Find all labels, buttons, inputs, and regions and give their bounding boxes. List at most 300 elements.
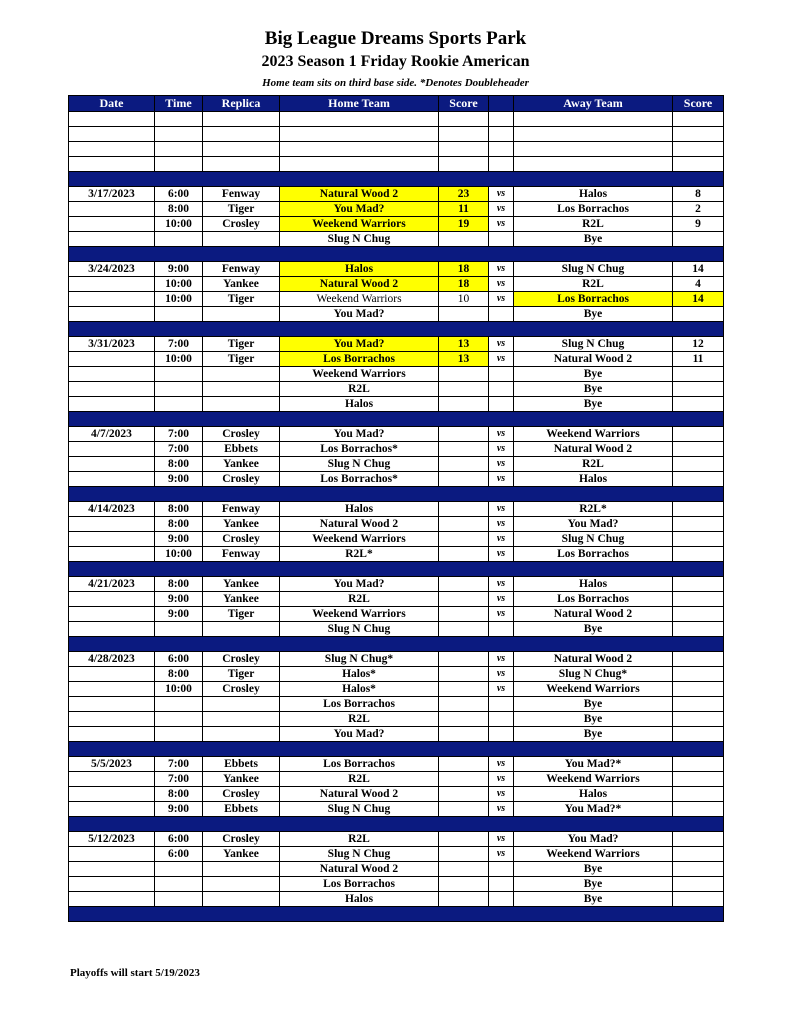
time-cell [155, 892, 203, 907]
time-cell [155, 307, 203, 322]
replica-cell: Fenway [203, 187, 280, 202]
home-score-cell [439, 112, 489, 127]
date-cell: 4/7/2023 [69, 427, 155, 442]
home-team-cell [280, 142, 439, 157]
away-team-cell: Halos [514, 187, 673, 202]
home-team-cell: Los Borrachos [280, 757, 439, 772]
replica-cell: Yankee [203, 277, 280, 292]
separator-cell [69, 817, 724, 832]
away-team-cell: R2L [514, 277, 673, 292]
away-score-cell [673, 577, 724, 592]
game-row [69, 652, 724, 667]
home-team-cell: R2L [280, 382, 439, 397]
home-team-cell: Slug N Chug [280, 622, 439, 637]
vs-cell [489, 712, 514, 727]
game-row [69, 847, 724, 862]
date-cell: 4/21/2023 [69, 577, 155, 592]
away-team-cell: Bye [514, 697, 673, 712]
home-team-cell: Los Borrachos [280, 697, 439, 712]
home-team-cell: Halos [280, 397, 439, 412]
home-team-cell: Los Borrachos [280, 352, 439, 367]
home-score-cell: 18 [439, 262, 489, 277]
away-team-cell: Natural Wood 2 [514, 442, 673, 457]
date-cell [69, 667, 155, 682]
date-cell: 5/12/2023 [69, 832, 155, 847]
game-row [69, 382, 724, 397]
home-score-cell [439, 502, 489, 517]
away-team-cell [514, 157, 673, 172]
away-team-cell: Natural Wood 2 [514, 652, 673, 667]
time-cell: 7:00 [155, 772, 203, 787]
vs-cell: vs [489, 757, 514, 772]
game-row [69, 892, 724, 907]
game-row [69, 457, 724, 472]
replica-cell: Tiger [203, 202, 280, 217]
home-score-cell [439, 652, 489, 667]
time-cell: 10:00 [155, 277, 203, 292]
replica-cell [203, 397, 280, 412]
away-score-cell [673, 712, 724, 727]
week-separator-row [69, 562, 724, 577]
game-row [69, 622, 724, 637]
away-team-cell: Slug N Chug* [514, 667, 673, 682]
vs-cell [489, 697, 514, 712]
vs-cell [489, 232, 514, 247]
game-row [69, 727, 724, 742]
date-cell [69, 472, 155, 487]
game-row [69, 337, 724, 352]
home-team-cell: Slug N Chug [280, 457, 439, 472]
date-cell [69, 547, 155, 562]
date-cell [69, 367, 155, 382]
away-score-cell [673, 802, 724, 817]
col-header-replica: Replica [203, 96, 280, 112]
date-cell [69, 232, 155, 247]
replica-cell [203, 307, 280, 322]
replica-cell [203, 157, 280, 172]
replica-cell: Tiger [203, 667, 280, 682]
home-team-cell: Slug N Chug [280, 802, 439, 817]
vs-cell: vs [489, 667, 514, 682]
home-team-cell: R2L [280, 772, 439, 787]
replica-cell: Yankee [203, 772, 280, 787]
schedule-body [69, 112, 724, 922]
home-team-cell: Slug N Chug [280, 847, 439, 862]
away-score-cell [673, 532, 724, 547]
date-cell: 4/28/2023 [69, 652, 155, 667]
away-team-cell: Slug N Chug [514, 337, 673, 352]
date-cell [69, 532, 155, 547]
away-score-cell: 14 [673, 292, 724, 307]
away-team-cell: Bye [514, 877, 673, 892]
away-score-cell [673, 772, 724, 787]
replica-cell [203, 727, 280, 742]
home-score-cell [439, 157, 489, 172]
away-team-cell [514, 127, 673, 142]
game-row [69, 217, 724, 232]
time-cell: 7:00 [155, 337, 203, 352]
home-score-cell: 13 [439, 337, 489, 352]
game-row [69, 547, 724, 562]
away-team-cell: Bye [514, 382, 673, 397]
away-score-cell [673, 832, 724, 847]
replica-cell: Yankee [203, 847, 280, 862]
home-team-cell: You Mad? [280, 727, 439, 742]
time-cell: 8:00 [155, 787, 203, 802]
away-team-cell: Halos [514, 787, 673, 802]
replica-cell [203, 622, 280, 637]
away-team-cell: Weekend Warriors [514, 847, 673, 862]
away-score-cell [673, 472, 724, 487]
home-team-cell [280, 157, 439, 172]
time-cell [155, 862, 203, 877]
date-cell [69, 112, 155, 127]
week-separator-row [69, 817, 724, 832]
vs-cell: vs [489, 547, 514, 562]
away-team-cell: Halos [514, 577, 673, 592]
vs-cell [489, 142, 514, 157]
away-team-cell: Bye [514, 892, 673, 907]
away-team-cell: You Mad?* [514, 757, 673, 772]
date-cell: 3/17/2023 [69, 187, 155, 202]
home-score-cell: 11 [439, 202, 489, 217]
home-score-cell [439, 427, 489, 442]
blank-row [69, 142, 724, 157]
home-score-cell [439, 682, 489, 697]
date-cell [69, 457, 155, 472]
replica-cell [203, 127, 280, 142]
home-team-cell: Halos* [280, 667, 439, 682]
game-row [69, 577, 724, 592]
game-row [69, 187, 724, 202]
home-team-cell: Natural Wood 2 [280, 187, 439, 202]
time-cell [155, 142, 203, 157]
away-team-cell: R2L [514, 457, 673, 472]
away-team-cell: Los Borrachos [514, 202, 673, 217]
time-cell [155, 622, 203, 637]
time-cell: 6:00 [155, 847, 203, 862]
vs-cell: vs [489, 802, 514, 817]
game-row [69, 592, 724, 607]
date-cell [69, 157, 155, 172]
home-score-cell [439, 307, 489, 322]
time-cell: 9:00 [155, 472, 203, 487]
home-score-cell: 10 [439, 292, 489, 307]
away-team-cell: Bye [514, 862, 673, 877]
home-score-cell [439, 232, 489, 247]
home-score-cell [439, 622, 489, 637]
replica-cell: Yankee [203, 457, 280, 472]
vs-cell [489, 727, 514, 742]
replica-cell: Tiger [203, 292, 280, 307]
vs-cell: vs [489, 262, 514, 277]
home-team-cell: You Mad? [280, 307, 439, 322]
vs-cell: vs [489, 352, 514, 367]
vs-cell [489, 397, 514, 412]
home-team-cell: Weekend Warriors [280, 217, 439, 232]
replica-cell: Crosley [203, 532, 280, 547]
away-team-cell: Bye [514, 727, 673, 742]
date-cell [69, 727, 155, 742]
page-note: Home team sits on third base side. *Denotes Doubleheader [262, 77, 529, 89]
home-team-cell: Slug N Chug* [280, 652, 439, 667]
home-team-cell: Weekend Warriors [280, 607, 439, 622]
away-score-cell [673, 127, 724, 142]
away-score-cell [673, 667, 724, 682]
home-team-cell: You Mad? [280, 577, 439, 592]
home-score-cell [439, 142, 489, 157]
replica-cell: Crosley [203, 652, 280, 667]
vs-cell: vs [489, 772, 514, 787]
date-cell [69, 352, 155, 367]
replica-cell [203, 367, 280, 382]
col-header-away-team: Away Team [514, 96, 673, 112]
home-team-cell: Los Borrachos* [280, 472, 439, 487]
date-cell [69, 442, 155, 457]
schedule-table [68, 95, 724, 922]
time-cell: 9:00 [155, 592, 203, 607]
away-team-cell: Bye [514, 307, 673, 322]
col-header-home-score: Score [439, 96, 489, 112]
home-score-cell [439, 547, 489, 562]
home-team-cell: Natural Wood 2 [280, 517, 439, 532]
game-row [69, 262, 724, 277]
away-team-cell: Bye [514, 397, 673, 412]
time-cell [155, 727, 203, 742]
week-separator-row [69, 172, 724, 187]
separator-cell [69, 172, 724, 187]
home-team-cell: You Mad? [280, 202, 439, 217]
away-score-cell [673, 652, 724, 667]
away-score-cell [673, 442, 724, 457]
vs-cell [489, 892, 514, 907]
replica-cell [203, 142, 280, 157]
home-score-cell [439, 442, 489, 457]
home-score-cell [439, 892, 489, 907]
home-score-cell [439, 517, 489, 532]
game-row [69, 292, 724, 307]
date-cell [69, 202, 155, 217]
home-score-cell [439, 127, 489, 142]
away-team-cell: Bye [514, 622, 673, 637]
away-score-cell [673, 877, 724, 892]
date-cell [69, 307, 155, 322]
time-cell [155, 382, 203, 397]
date-cell [69, 127, 155, 142]
time-cell: 8:00 [155, 667, 203, 682]
vs-cell [489, 382, 514, 397]
vs-cell: vs [489, 502, 514, 517]
date-cell: 5/5/2023 [69, 757, 155, 772]
vs-cell: vs [489, 442, 514, 457]
home-team-cell: Slug N Chug [280, 232, 439, 247]
replica-cell: Fenway [203, 502, 280, 517]
date-cell [69, 607, 155, 622]
week-separator-row [69, 487, 724, 502]
replica-cell: Tiger [203, 337, 280, 352]
away-team-cell: You Mad? [514, 517, 673, 532]
away-team-cell: Bye [514, 712, 673, 727]
game-row [69, 427, 724, 442]
away-score-cell [673, 427, 724, 442]
replica-cell: Tiger [203, 607, 280, 622]
home-team-cell: Halos [280, 502, 439, 517]
home-score-cell [439, 667, 489, 682]
vs-cell: vs [489, 652, 514, 667]
date-cell [69, 877, 155, 892]
vs-cell [489, 127, 514, 142]
time-cell: 6:00 [155, 187, 203, 202]
home-score-cell [439, 472, 489, 487]
time-cell [155, 712, 203, 727]
game-row [69, 712, 724, 727]
time-cell [155, 397, 203, 412]
away-score-cell: 12 [673, 337, 724, 352]
time-cell: 10:00 [155, 352, 203, 367]
date-cell: 3/24/2023 [69, 262, 155, 277]
separator-cell [69, 742, 724, 757]
time-cell: 6:00 [155, 832, 203, 847]
time-cell [155, 877, 203, 892]
time-cell: 7:00 [155, 442, 203, 457]
home-score-cell [439, 532, 489, 547]
home-score-cell [439, 382, 489, 397]
footer-note: Playoffs will start 5/19/2023 [70, 967, 200, 979]
col-header-away-score: Score [673, 96, 724, 112]
date-cell [69, 217, 155, 232]
away-score-cell: 8 [673, 187, 724, 202]
game-row [69, 202, 724, 217]
away-score-cell [673, 307, 724, 322]
game-row [69, 397, 724, 412]
away-score-cell [673, 862, 724, 877]
game-row [69, 367, 724, 382]
home-score-cell [439, 607, 489, 622]
game-row [69, 772, 724, 787]
week-separator-row [69, 322, 724, 337]
time-cell [155, 157, 203, 172]
date-cell [69, 772, 155, 787]
away-score-cell: 11 [673, 352, 724, 367]
away-score-cell [673, 727, 724, 742]
game-row [69, 787, 724, 802]
col-header-home-team: Home Team [280, 96, 439, 112]
time-cell: 7:00 [155, 427, 203, 442]
away-team-cell: You Mad? [514, 832, 673, 847]
home-score-cell [439, 367, 489, 382]
replica-cell [203, 877, 280, 892]
away-score-cell [673, 157, 724, 172]
away-team-cell: Halos [514, 472, 673, 487]
game-row [69, 517, 724, 532]
blank-row [69, 127, 724, 142]
home-team-cell [280, 112, 439, 127]
home-team-cell: R2L [280, 832, 439, 847]
time-cell [155, 232, 203, 247]
away-team-cell [514, 112, 673, 127]
away-score-cell: 4 [673, 277, 724, 292]
time-cell: 8:00 [155, 502, 203, 517]
away-score-cell [673, 397, 724, 412]
page-title: Big League Dreams Sports Park [264, 28, 527, 49]
replica-cell: Crosley [203, 427, 280, 442]
date-cell: 4/14/2023 [69, 502, 155, 517]
replica-cell: Fenway [203, 262, 280, 277]
game-row [69, 307, 724, 322]
vs-cell: vs [489, 517, 514, 532]
home-team-cell: Weekend Warriors [280, 292, 439, 307]
away-score-cell: 9 [673, 217, 724, 232]
date-cell [69, 277, 155, 292]
home-team-cell: Natural Wood 2 [280, 277, 439, 292]
date-cell [69, 847, 155, 862]
replica-cell: Ebbets [203, 757, 280, 772]
date-cell [69, 622, 155, 637]
home-score-cell [439, 757, 489, 772]
home-score-cell [439, 697, 489, 712]
vs-cell: vs [489, 427, 514, 442]
away-team-cell: Los Borrachos [514, 592, 673, 607]
replica-cell: Crosley [203, 472, 280, 487]
away-score-cell [673, 682, 724, 697]
away-team-cell: R2L* [514, 502, 673, 517]
away-team-cell: Weekend Warriors [514, 427, 673, 442]
time-cell [155, 367, 203, 382]
away-team-cell: Los Borrachos [514, 292, 673, 307]
separator-cell [69, 322, 724, 337]
separator-cell [69, 487, 724, 502]
away-score-cell [673, 382, 724, 397]
vs-cell [489, 307, 514, 322]
time-cell: 10:00 [155, 217, 203, 232]
home-team-cell: You Mad? [280, 427, 439, 442]
date-cell [69, 712, 155, 727]
date-cell [69, 787, 155, 802]
header-row [69, 96, 724, 112]
home-team-cell: Los Borrachos [280, 877, 439, 892]
week-separator-row [69, 412, 724, 427]
home-team-cell: Natural Wood 2 [280, 787, 439, 802]
home-score-cell [439, 577, 489, 592]
separator-cell [69, 412, 724, 427]
vs-cell: vs [489, 277, 514, 292]
game-row [69, 832, 724, 847]
time-cell [155, 697, 203, 712]
home-score-cell [439, 727, 489, 742]
away-score-cell: 14 [673, 262, 724, 277]
date-cell [69, 802, 155, 817]
away-team-cell: R2L [514, 217, 673, 232]
away-team-cell: Bye [514, 367, 673, 382]
col-header-time: Time [155, 96, 203, 112]
home-score-cell [439, 787, 489, 802]
game-row [69, 667, 724, 682]
date-cell [69, 697, 155, 712]
vs-cell: vs [489, 337, 514, 352]
away-team-cell: You Mad?* [514, 802, 673, 817]
home-score-cell [439, 592, 489, 607]
vs-cell [489, 367, 514, 382]
date-cell [69, 682, 155, 697]
replica-cell: Tiger [203, 352, 280, 367]
week-separator-row [69, 637, 724, 652]
week-separator-row [69, 742, 724, 757]
away-team-cell: Los Borrachos [514, 547, 673, 562]
away-score-cell [673, 697, 724, 712]
away-score-cell [673, 607, 724, 622]
away-score-cell [673, 232, 724, 247]
away-team-cell: Bye [514, 232, 673, 247]
